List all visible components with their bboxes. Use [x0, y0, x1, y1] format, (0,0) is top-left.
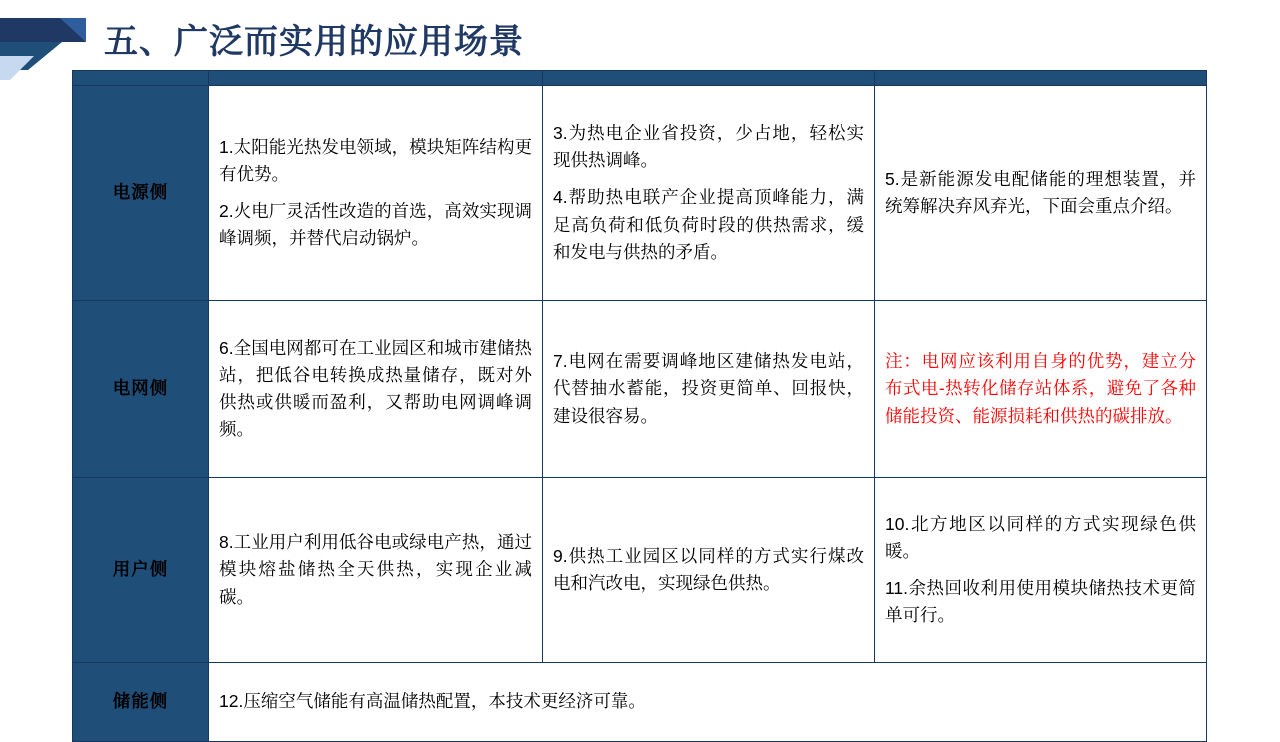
row-header-user: 用户侧: [73, 478, 209, 663]
cell-paragraph: 4.帮助热电联产企业提高顶峰能力，满足高负荷和低负荷时段的供热需求，缓和发电与供热的矛盾。: [553, 187, 864, 262]
cell-r4-span: [209, 663, 1207, 742]
row-header-power-source: 电源侧: [73, 86, 209, 301]
header-strip-cell-2: [543, 71, 875, 86]
row-header-grid: 电网侧: [73, 301, 209, 478]
table-row: [73, 86, 1207, 301]
cell-paragraph: 11.余热回收利用使用模块储热技术更简单可行。: [885, 578, 1196, 626]
cell-r1c1: [209, 86, 543, 301]
cell-r2c2: [543, 301, 875, 478]
cell-paragraph: 10.北方地区以同样的方式实现绿色供暖。: [885, 513, 1196, 561]
cell-paragraph: 1.太阳能光热发电领域，模块矩阵结构更有优势。: [219, 136, 532, 184]
cell-r1c3: [875, 86, 1207, 301]
cell-r3c3: [875, 478, 1207, 663]
header-strip-cell-1: [209, 71, 543, 86]
page-title: 五、广泛而实用的应用场景: [104, 22, 524, 62]
cell-paragraph: 2.火电厂灵活性改造的首选，高效实现调峰调频，并替代启动锅炉。: [219, 201, 532, 249]
cell-paragraph: 7.电网在需要调峰地区建储热发电站，代替抽水蓄能，投资更简单、回报快，建设很容易。: [553, 351, 864, 426]
table-row: [73, 663, 1207, 742]
scenario-matrix: [72, 70, 1207, 742]
cell-r3c1: [209, 478, 543, 663]
table-row: [73, 301, 1207, 478]
cell-r2c1: [209, 301, 543, 478]
application-scenarios-table: [72, 70, 1206, 742]
note-paragraph: 注：电网应该利用自身的优势，建立分布式电-热转化储存站体系，避免了各种储能投资、能源损耗和供热的碳排放。: [885, 351, 1196, 426]
table-header-strip: [73, 71, 1207, 86]
cell-paragraph: 6.全国电网都可在工业园区和城市建储热站，把低谷电转换成热量储存，既对外供热或供暖而盈利，又帮助电网调峰调频。: [219, 337, 532, 440]
cell-paragraph: 12.压缩空气储能有高温储热配置，本技术更经济可靠。: [219, 691, 646, 712]
header-strip-cell-0: [73, 71, 209, 86]
cell-paragraph: 9.供热工业园区以同样的方式实行煤改电和汽改电，实现绿色供热。: [553, 545, 864, 593]
cell-r1c2: [543, 86, 875, 301]
header-strip-cell-3: [875, 71, 1207, 86]
cell-paragraph: 8.工业用户利用低谷电或绿电产热，通过模块熔盐储热全天供热，实现企业减碳。: [219, 532, 532, 607]
row-header-storage: 储能侧: [73, 663, 209, 742]
cell-paragraph: 5.是新能源发电配储能的理想装置，并统筹解决弃风弃光，下面会重点介绍。: [885, 168, 1196, 216]
table-row: [73, 478, 1207, 663]
cell-r2c3-note: [875, 301, 1207, 478]
cell-r3c2: [543, 478, 875, 663]
cell-paragraph: 3.为热电企业省投资，少占地，轻松实现供热调峰。: [553, 123, 864, 171]
